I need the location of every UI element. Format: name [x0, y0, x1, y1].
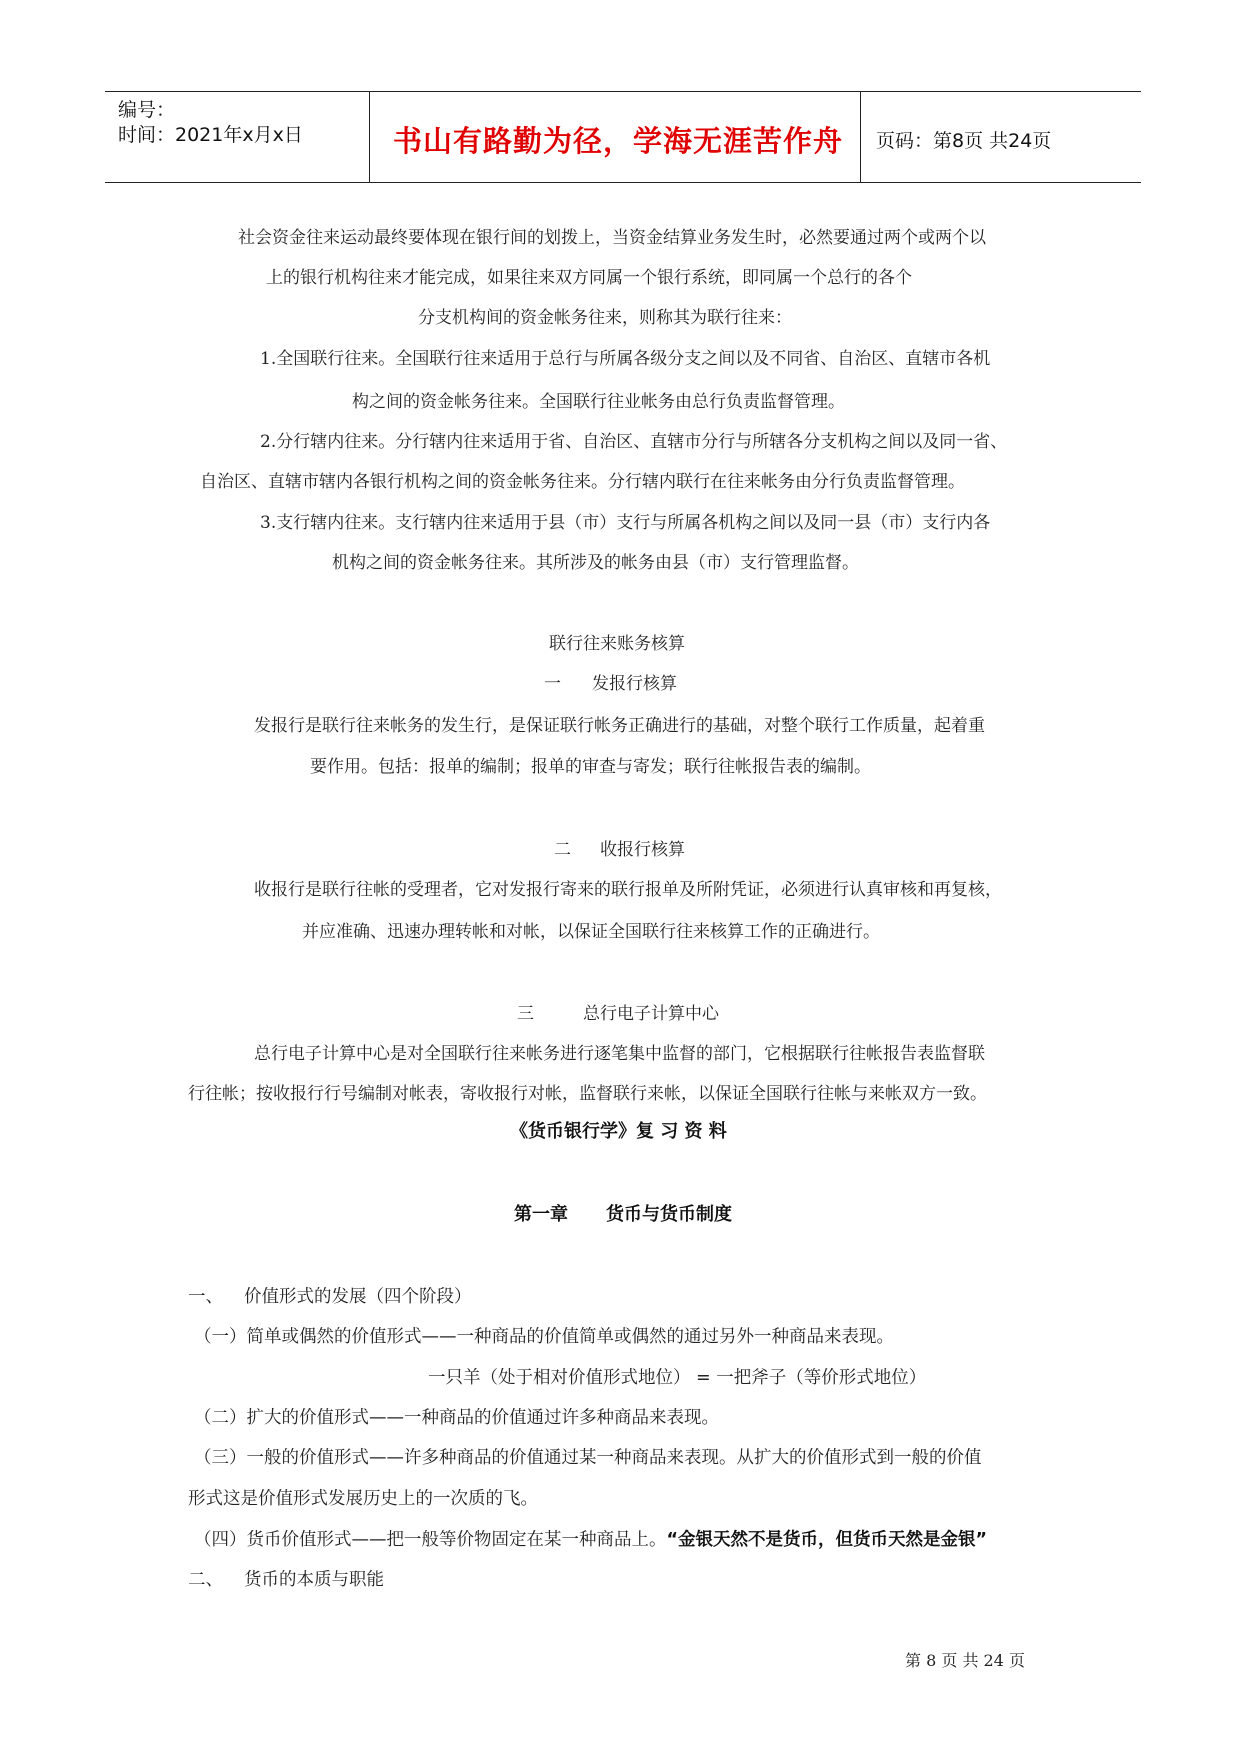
text-line: 2.分行辖内往来。分行辖内往来适用于省、自治区、直辖市分行与所辖各分支机构之间以及同一省、	[260, 432, 1008, 452]
text-line: 自治区、直辖市辖内各银行机构之间的资金帐务往来。分行辖内联行在往来帐务由分行负责监督管理。	[200, 472, 965, 492]
example-line: 一只羊（处于相对价值形式地位） = 一把斧子（等价形式地位）	[428, 1368, 927, 1388]
page-footer: 第 8 页 共 24 页	[905, 1651, 1025, 1670]
text-line: 1.全国联行往来。全国联行往来适用于总行与所属各级分支之间以及不同省、自治区、直辖市各机	[260, 349, 991, 369]
header-bottom-rule	[105, 182, 1141, 183]
text-line: 发报行是联行往来帐务的发生行，是保证联行帐务正确进行的基础，对整个联行工作质量，起着重	[254, 716, 985, 736]
serial-number-label: 编号：	[118, 99, 176, 121]
text-line: 上的银行机构往来才能完成，如果往来双方同属一个银行系统，即同属一个总行的各个	[266, 268, 912, 288]
text-line: 形式这是价值形式发展历史上的一次质的飞。	[188, 1489, 538, 1509]
subsection-title: 发报行核算	[592, 674, 677, 694]
text-line: 构之间的资金帐务往来。全国联行往业帐务由总行负责监督管理。	[352, 392, 845, 412]
text-line: 并应准确、迅速办理转帐和对帐，以保证全国联行往来核算工作的正确进行。	[302, 922, 880, 942]
text-run: （四）货币价值形式——把一般等价物固定在某一种商品上。	[194, 1530, 667, 1550]
text-line: （一）简单或偶然的价值形式——一种商品的价值简单或偶然的通过另外一种商品来表现。	[194, 1327, 894, 1347]
heading-number: 一、	[188, 1287, 223, 1307]
text-line: 机构之间的资金帐务往来。其所涉及的帐务由县（市）支行管理监督。	[332, 553, 859, 573]
review-title: 《货币银行学》复 习 资 料	[510, 1121, 727, 1142]
text-line: 行往帐；按收报行行号编制对帐表，寄收报行对帐，监督联行来帐，以保证全国联行往帐与来帐双方一致。	[188, 1084, 987, 1104]
heading-title: 货币的本质与职能	[244, 1570, 384, 1590]
subsection-number: 三	[517, 1004, 534, 1024]
quote-bold: “金银天然不是货币，但货币天然是金银”	[666, 1530, 988, 1550]
header-divider-left	[369, 91, 370, 183]
text-line: 分支机构间的资金帐务往来，则称其为联行往来：	[418, 308, 792, 328]
header-divider-right	[860, 91, 861, 183]
header-motto: 书山有路勤为径，学海无涯苦作舟	[393, 124, 844, 158]
subsection-number: 一	[544, 674, 561, 694]
text-line: 总行电子计算中心是对全国联行往来帐务进行逐笔集中监督的部门，它根据联行往帐报告表监督联	[254, 1044, 985, 1064]
heading-number: 二、	[188, 1570, 223, 1590]
text-line: 社会资金往来运动最终要体现在银行间的划拨上，当资金结算业务发生时，必然要通过两个或两个以	[238, 228, 986, 248]
chapter-number: 第一章	[514, 1204, 568, 1225]
section-title: 联行往来账务核算	[549, 634, 685, 654]
text-line: 3.支行辖内往来。支行辖内往来适用于县（市）支行与所属各机构之间以及同一县（市）支行内各	[260, 513, 991, 533]
text-line: 收报行是联行往帐的受理者，它对发报行寄来的联行报单及所附凭证，必须进行认真审核和再复核，	[254, 880, 1002, 900]
text-line: （三）一般的价值形式——许多种商品的价值通过某一种商品来表现。从扩大的价值形式到一般的价值	[194, 1448, 982, 1468]
text-line: （二）扩大的价值形式——一种商品的价值通过许多种商品来表现。	[194, 1408, 719, 1428]
text-line	[194, 1526, 987, 1551]
chapter-title: 货币与货币制度	[606, 1204, 732, 1225]
subsection-number: 二	[554, 840, 571, 860]
header-page-info: 页码：第8页 共24页	[876, 130, 1052, 152]
time-label: 时间：2021年x月x日	[118, 124, 303, 146]
subsection-title: 总行电子计算中心	[583, 1004, 719, 1024]
subsection-title: 收报行核算	[600, 840, 685, 860]
header-top-rule	[105, 91, 1141, 92]
text-line: 要作用。包括：报单的编制；报单的审查与寄发；联行往帐报告表的编制。	[310, 757, 871, 777]
heading-title: 价值形式的发展（四个阶段）	[244, 1287, 472, 1307]
